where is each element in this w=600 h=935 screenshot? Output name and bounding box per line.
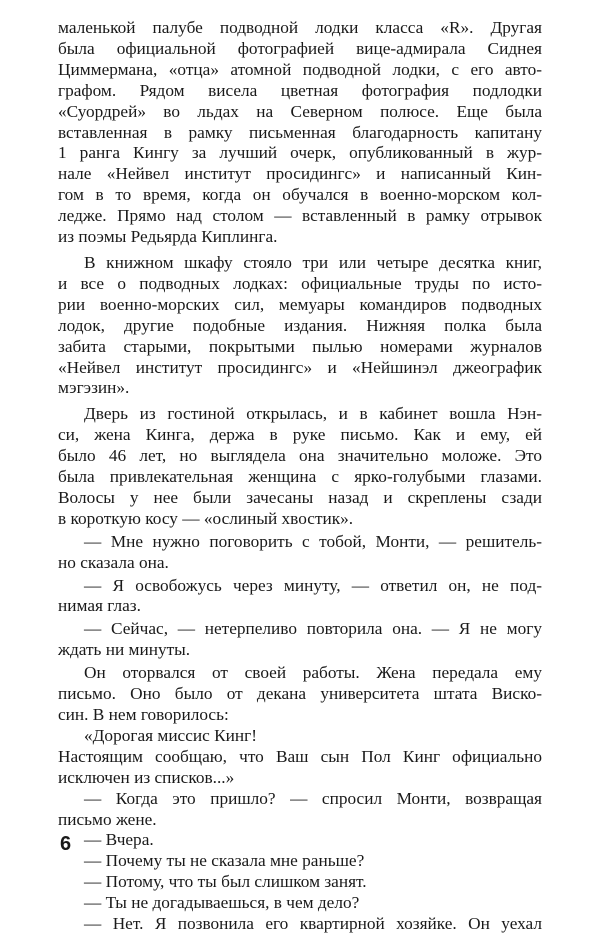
text-line: была привлекательная женщина с ярко-голубыми глазами. <box>58 467 542 487</box>
text-line: — Ты не догадываешься, в чем дело? <box>84 893 360 913</box>
page-number: 6 <box>60 833 72 855</box>
paragraph <box>58 914 542 935</box>
text-line: Дверь из гостиной открылась, и в кабинет вошла Нэн- <box>84 404 542 424</box>
text-line: — Я освобожусь через минуту, — ответил он, не под- <box>84 575 542 595</box>
text-line: — Когда это пришло? — спросил Монти, возвращая <box>84 788 542 808</box>
text-line: забита старыми, покрытыми пылью номерами журналов <box>58 336 542 356</box>
text-line: 1 ранга Кингу за лучший очерк, опубликованный в жур- <box>58 143 542 163</box>
paragraph <box>58 619 542 661</box>
text-line: «Нейвел институт просидингс» и «Нейшинэл джеографик <box>58 357 542 377</box>
text-line: — Потому, что ты был слишком занят. <box>84 872 367 892</box>
paragraph <box>58 789 542 831</box>
paragraph <box>58 830 542 851</box>
text-line: была официальной фотографией вице-адмирала Сиднея <box>58 38 542 58</box>
letter-body <box>58 747 542 789</box>
text-line: вставленная в рамку письменная благодарность капитану <box>58 122 542 142</box>
paragraph <box>58 253 542 399</box>
page-text <box>58 18 542 935</box>
paragraph <box>58 18 542 248</box>
text-line: в короткую косу — «ослиный хвостик». <box>58 508 354 528</box>
text-line: Он оторвался от своей работы. Жена передала ему <box>84 663 542 683</box>
paragraph <box>58 893 542 914</box>
text-line: — Почему ты не сказала мне раньше? <box>84 851 365 871</box>
text-line: «Дорогая миссис Кинг! <box>84 725 258 745</box>
text-line: Циммермана, «отца» атомной подводной лодки, с его авто- <box>58 59 542 79</box>
text-line: и все о подводных лодках: официальные труды по исто- <box>58 273 542 293</box>
text-line: ледже. Прямо над столом — вставленный в рамку отрывок <box>58 206 542 226</box>
text-line: лодок, другие подобные издания. Нижняя полка была <box>58 315 542 335</box>
text-line: — Вчера. <box>84 830 154 850</box>
text-line: графом. Рядом висела цветная фотография подлодки <box>58 80 542 100</box>
text-line: мэгэзин». <box>58 378 130 398</box>
paragraph <box>58 663 542 726</box>
text-line: В книжном шкафу стояло три или четыре десятка книг, <box>84 252 542 272</box>
paragraph <box>58 576 542 618</box>
text-line: письмо жене. <box>58 809 157 829</box>
paragraph <box>58 532 542 574</box>
letter-salutation <box>58 726 542 747</box>
text-line: ждать ни минуты. <box>58 640 191 660</box>
text-line: — Сейчас, — нетерпеливо повторила она. — Я не могу <box>84 619 542 639</box>
text-line: Настоящим сообщаю, что Ваш сын Пол Кинг официально <box>58 746 542 766</box>
paragraph <box>58 404 542 529</box>
text-line: нале «Нейвел институт просидингс» и написанный Кин- <box>58 164 542 184</box>
text-line: гом в то время, когда он обучался в военно-морском кол- <box>58 185 542 205</box>
text-line: из поэмы Редьярда Киплинга. <box>58 227 278 247</box>
text-line: си, жена Кинга, держа в руке письмо. Как и ему, ей <box>58 425 542 445</box>
text-line: исключен из списков...» <box>58 767 235 787</box>
paragraph <box>58 851 542 872</box>
text-line: — Мне нужно поговорить с тобой, Монти, — решитель- <box>84 531 542 551</box>
text-line: письмо. Оно было от декана университета штата Виско- <box>58 684 542 704</box>
text-line: Волосы у нее были зачесаны назад и скреплены сзади <box>58 487 542 507</box>
text-line: — Нет. Я позвонила его квартирной хозяйке. Он уехал <box>84 914 542 934</box>
text-line: но сказала она. <box>58 552 169 572</box>
text-line: нимая глаз. <box>58 596 141 616</box>
text-line: маленькой палубе подводной лодки класса «R». Другая <box>58 18 542 37</box>
text-line: было 46 лет, но выглядела она значительно моложе. Это <box>58 446 542 466</box>
text-line: «Суордрей» во льдах на Северном полюсе. Еще была <box>58 101 542 121</box>
paragraph <box>58 872 542 893</box>
text-line: син. В нем говорилось: <box>58 705 229 724</box>
text-line: рии военно-морских сил, мемуары командиров подводных <box>58 294 542 314</box>
